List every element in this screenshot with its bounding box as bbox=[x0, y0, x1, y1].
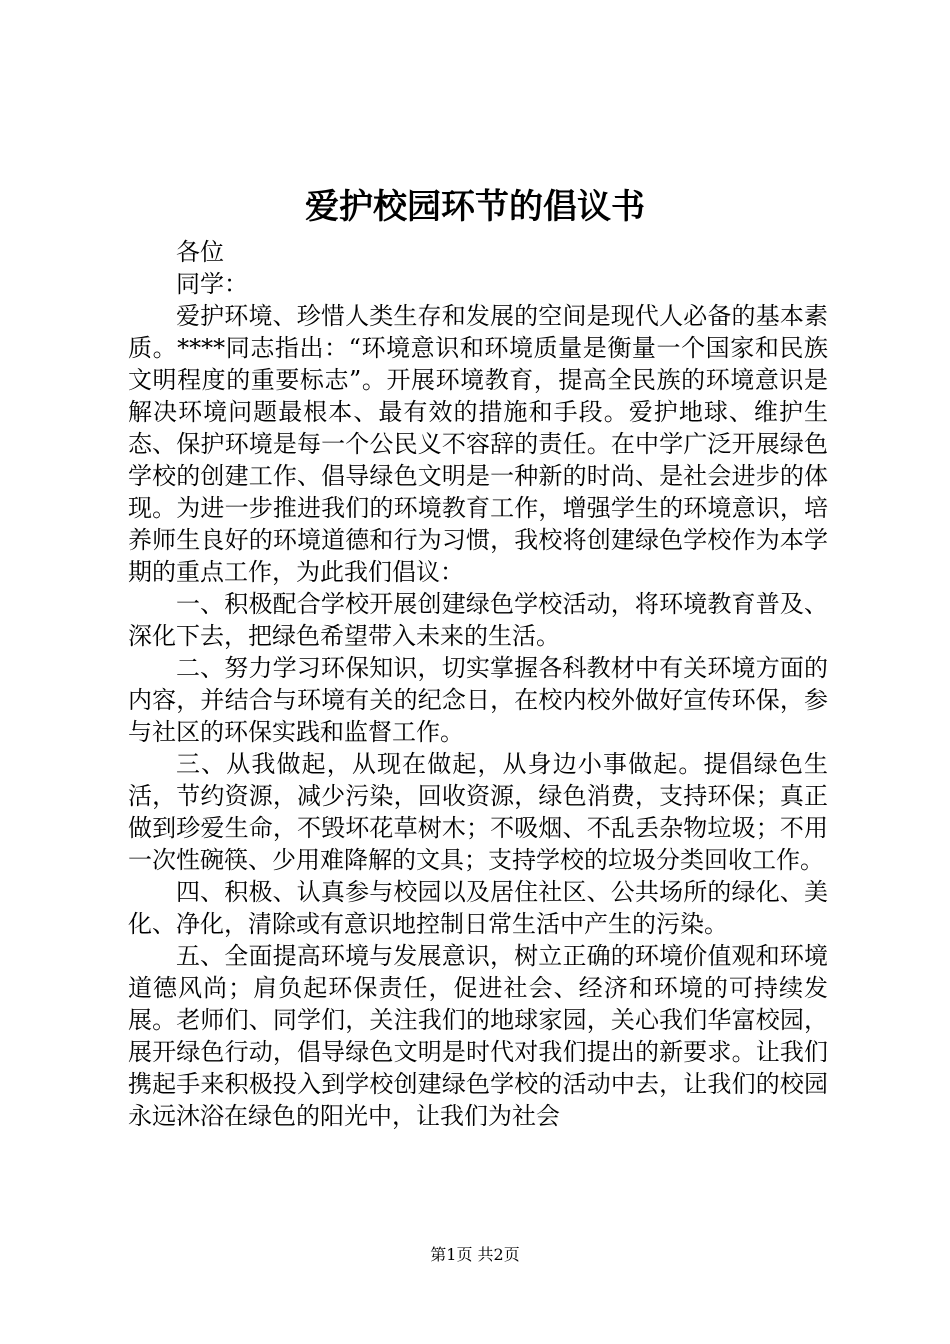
paragraph-item-5: 五、全面提高环境与发展意识，树立正确的环境价值观和环境道德风尚；肩负起环保责任，促进社会、经济和环境的可持续发展。老师们、同学们，关注我们的地球家园，关心我们华富校园，展开绿色行动，倡导绿色文明是时代对我们提出的新要求。让我们携起手来积极投入到学校创建绿色学校的活动中去，让我们的校园永远沐浴在绿色的阳光中，让我们为社会 bbox=[128, 942, 828, 1130]
paragraph-item-3: 三、从我做起，从现在做起，从身边小事做起。提倡绿色生活，节约资源，减少污染，回收资源，绿色消费，支持环保；真正做到珍爱生命，不毁坏花草树木；不吸烟、不乱丢杂物垃圾；不用一次性碗筷、少用难降解的文具；支持学校的垃圾分类回收工作。 bbox=[128, 750, 828, 874]
page-number-footer: 第1页 共2页 bbox=[430, 1245, 520, 1264]
paragraph-item-1: 一、积极配合学校开展创建绿色学校活动，将环境教育普及、深化下去，把绿色希望带入未来的生活。 bbox=[128, 590, 828, 650]
paragraph-intro: 爱护环境、珍惜人类生存和发展的空间是现代人必备的基本素质。****同志指出：“环境意识和环境质量是衡量一个国家和民族文明程度的重要标志”。开展环境教育，提高全民族的环境意识是解决环境问题最根本、最有效的措施和手段。爱护地球、维护生态、保护环境是每一个公民义不容辞的责任。在中学广泛开展绿色学校的创建工作、倡导绿色文明是一种新的时尚、是社会进步的体现。为进一步推进我们的环境教育工作，增强学生的环境意识，培养师生良好的环境道德和行为习惯，我校将创建绿色学校作为本学期的重点工作，为此我们倡议： bbox=[128, 302, 828, 586]
document-body bbox=[128, 236, 828, 1132]
document-title: 爱护校园环节的倡议书 bbox=[305, 187, 645, 227]
paragraph-item-4: 四、积极、认真参与校园以及居住社区、公共场所的绿化、美化、净化，清除或有意识地控制日常生活中产生的污染。 bbox=[128, 878, 828, 938]
paragraph-item-2: 二、努力学习环保知识，切实掌握各科教材中有关环境方面的内容，并结合与环境有关的纪念日，在校内校外做好宣传环保，参与社区的环保实践和监督工作。 bbox=[128, 654, 828, 746]
salutation-line-1: 各位 bbox=[176, 238, 224, 266]
salutation-line-2: 同学： bbox=[176, 270, 248, 298]
